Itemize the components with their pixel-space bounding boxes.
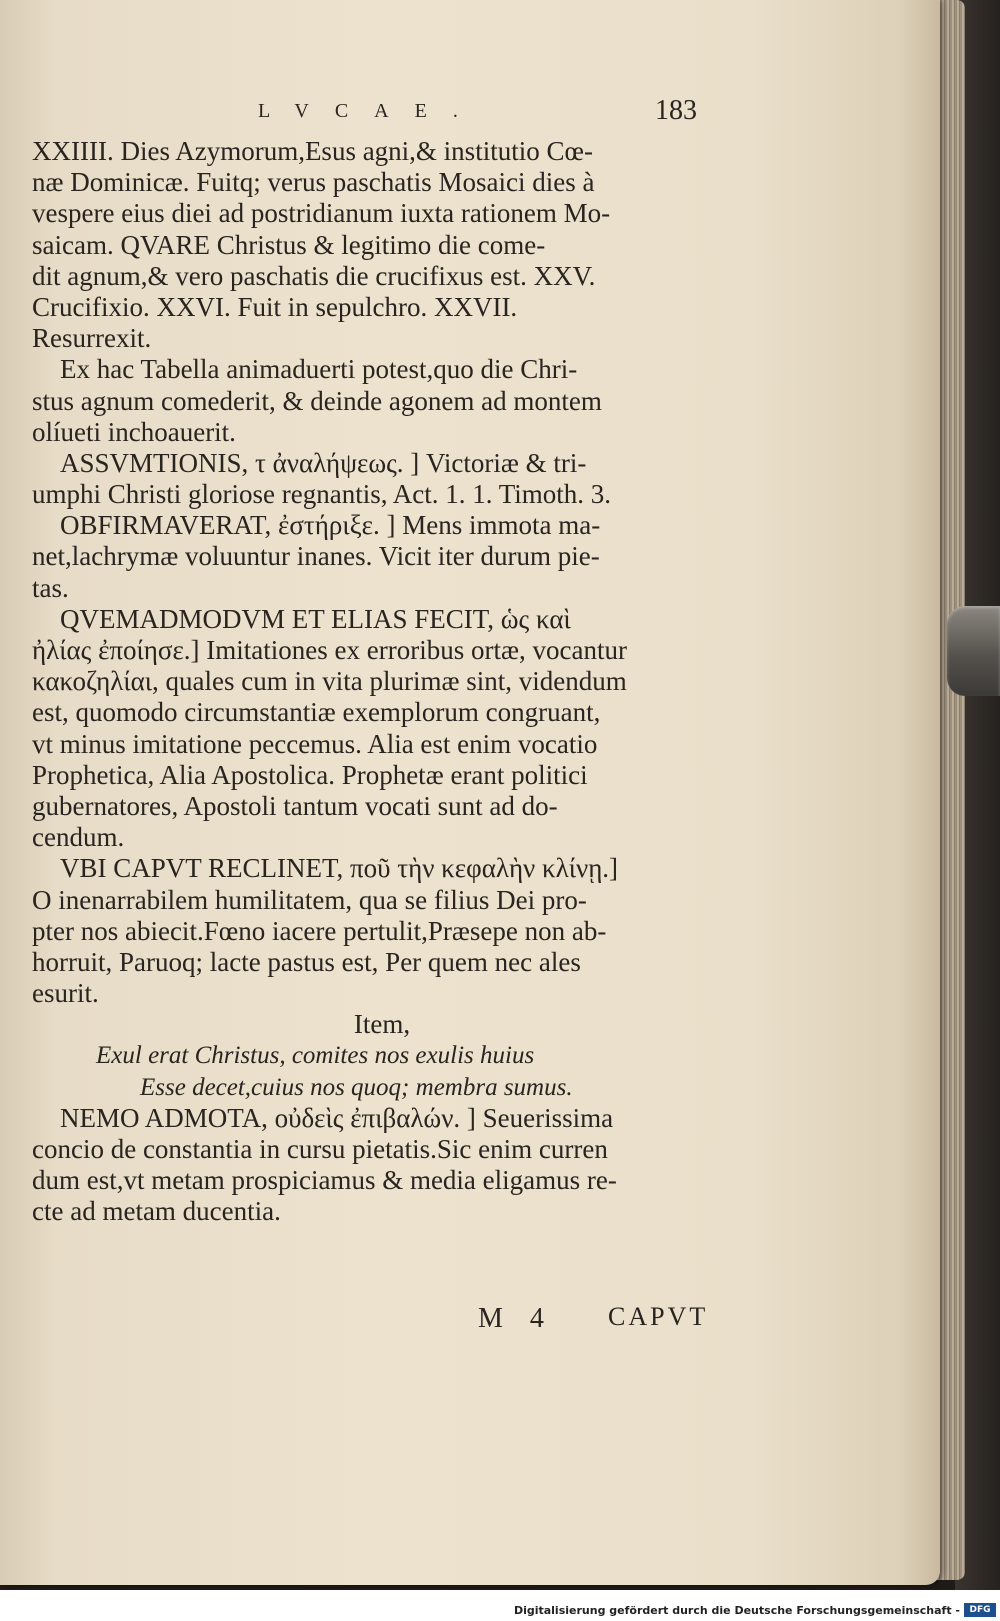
- text-line: Ex hac Tabella animaduerti potest,quo die Chri-: [60, 354, 578, 385]
- text-line: dum est,vt metam prospiciamus & media eligamus re-: [32, 1165, 617, 1196]
- text-line: XXIIII. Dies Azymorum,Esus agni,& institutio Cœ-: [32, 136, 593, 166]
- text-line: OBFIRMAVERAT, ἐστήριξε. ] Mens immota ma-: [60, 510, 601, 541]
- text-line: esurit.: [32, 978, 99, 1009]
- signature-mark: M 4: [478, 1303, 554, 1334]
- text-line: cendum.: [32, 822, 125, 853]
- running-head: LVCAE.: [258, 100, 484, 122]
- text-line: gubernatores, Apostoli tantum vocati sunt ad do-: [32, 790, 558, 821]
- text-line: Prophetica, Alia Apostolica. Prophetæ erant politici: [32, 759, 588, 790]
- text-line: stus agnum comederit, & deinde agonem ad montem: [32, 385, 602, 416]
- text-line: horruit, Paruoq; lacte pastus est, Per quem nec ales: [32, 946, 581, 977]
- text-line: NEMO ADMOTA, οὐδεὶς ἐπιβαλών. ] Seuerissima: [60, 1102, 614, 1133]
- text-line: vt minus imitatione peccemus. Alia est enim vocatio: [32, 728, 598, 759]
- text-line: O inenarrabilem humilitatem, qua se filius Dei pro-: [32, 884, 587, 915]
- book-clasp: [947, 606, 1000, 696]
- text-line: cte ad metam ducentia.: [32, 1196, 281, 1227]
- text-line: dit agnum,& vero paschatis die crucifixus est. XXV.: [32, 260, 596, 291]
- text-line: næ Dominicæ. Fuitq; verus paschatis Mosaici dies à: [32, 167, 595, 198]
- dfg-logo-icon: DFG: [964, 1603, 996, 1617]
- text-line: Crucifixio. XXVI. Fuit in sepulchro. XXVII.: [32, 291, 518, 322]
- footer-credit: Digitalisierung gefördert durch die Deutsche Forschungsgemeinschaft -: [513, 1604, 960, 1617]
- page-number: 183: [655, 95, 697, 126]
- catchword: CAPVT: [608, 1302, 709, 1331]
- text-line: umphi Christi gloriose regnantis, Act. 1. 1. Timoth. 3.: [32, 479, 612, 510]
- text-line: κακοζηλίαι, quales cum in vita plurimæ sint, videndum: [32, 666, 627, 697]
- text-line: olíueti inchoauerit.: [32, 416, 236, 447]
- text-line: tas.: [32, 572, 69, 603]
- verse-line: Esse decet,cuius nos quoq; membra sumus.: [140, 1073, 573, 1101]
- text-line: concio de constantia in cursu pietatis.Sic enim curren: [32, 1134, 608, 1164]
- text-line: Resurrexit.: [32, 323, 152, 354]
- text-line: est, quomodo circumstantiæ exemplorum congruant,: [32, 697, 601, 728]
- text-line: QVEMADMODVM ET ELIAS FECIT, ὡς καὶ: [60, 603, 571, 634]
- text-line: pter nos abiecit.Fœno iacere pertulit,Præsepe non ab-: [32, 915, 607, 946]
- verse-line: Exul erat Christus, comites nos exulis huius: [96, 1042, 535, 1070]
- text-line: vespere eius diei ad postridianum iuxta rationem Mo-: [32, 198, 611, 229]
- text-line: net,lachrymæ voluuntur inanes. Vicit iter durum pie-: [32, 541, 600, 572]
- text-line: VBI CAPVT RECLINET, ποῦ τὴν κεφαλὴν κλίνῃ.]: [60, 853, 619, 884]
- page-text: [32, 98, 732, 1228]
- text-line: ἠλίας ἐποίησε.] Imitationes ex erroribus ortæ, vocantur: [32, 635, 627, 665]
- text-line: saicam. QVARE Christus & legitimo die come-: [32, 229, 546, 260]
- text-line: ASSVMTIONIS, τ ἀναλήψεως. ] Victoriæ & tri-: [60, 447, 587, 478]
- text-line: Item,: [353, 1009, 411, 1040]
